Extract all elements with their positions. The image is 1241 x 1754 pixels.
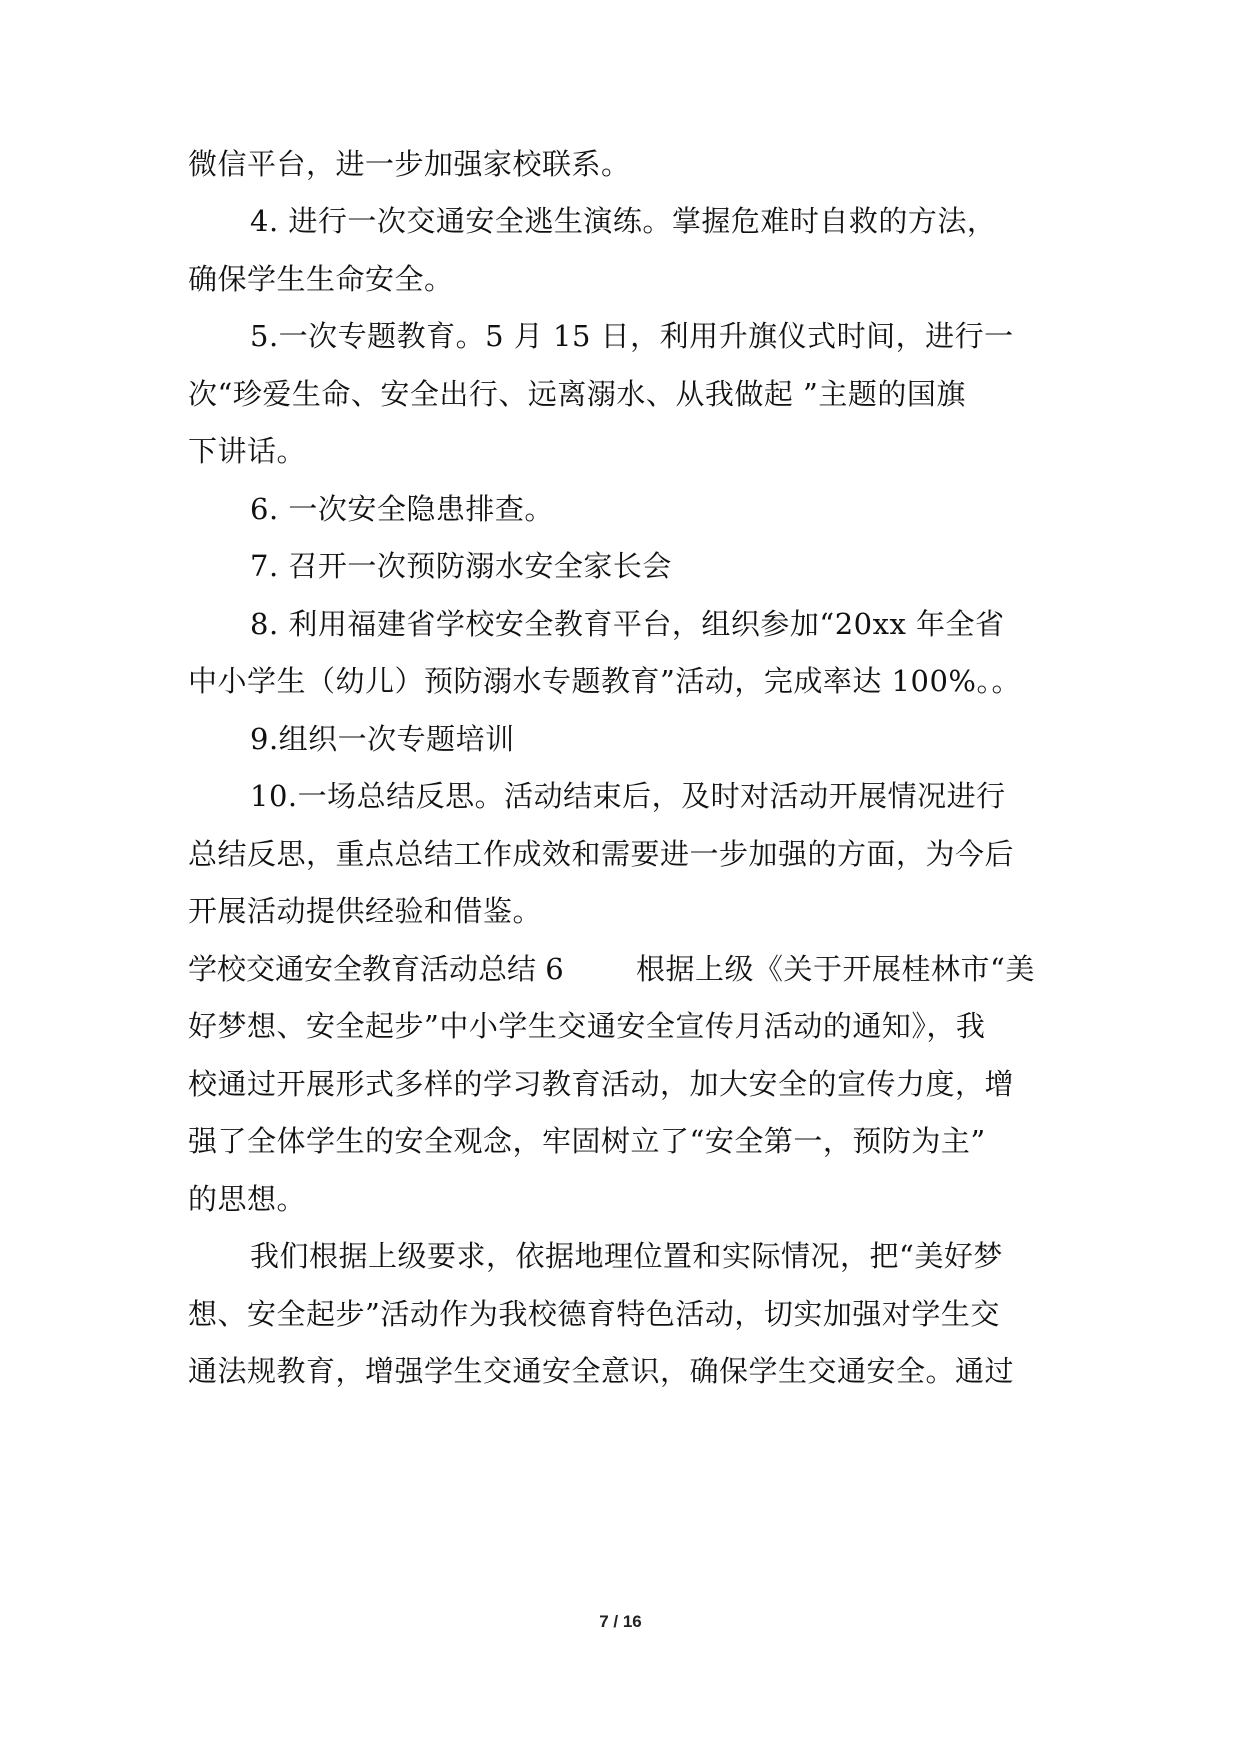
text-line: 校通过开展形式多样的学习教育活动，加大安全的宣传力度，增 <box>188 1067 1015 1101</box>
text-line: 中小学生（幼儿）预防溺水专题教育”活动，完成率达 100%。。 <box>188 664 1021 698</box>
page-number: 7 / 16 <box>599 1612 642 1631</box>
text-line: 的思想。 <box>188 1182 307 1216</box>
text-line: 通法规教育，增强学生交通安全意识，确保学生交通安全。通过 <box>188 1354 1015 1388</box>
text-line: 5.一次专题教育。5 月 15 日，利用升旗仪式时间，进行一 <box>250 319 1014 353</box>
text-line: 想、安全起步”活动作为我校德育特色活动，切实加强对学生交 <box>188 1297 1000 1331</box>
section-heading: 学校交通安全教育活动总结 6 <box>188 952 564 986</box>
text-line: 10.一场总结反思。活动结束后，及时对活动开展情况进行 <box>250 779 1006 813</box>
text-line: 好梦想、安全起步”中小学生交通安全宣传月活动的通知》，我 <box>188 1009 986 1043</box>
text-line: 根据上级《关于开展桂林市“美 <box>636 952 1035 986</box>
text-line: 下讲话。 <box>188 434 307 468</box>
text-line: 次“珍爱生命、安全出行、远离溺水、从我做起 ”主题的国旗 <box>188 377 966 411</box>
text-line: 开展活动提供经验和借鉴。 <box>188 894 543 928</box>
text-line: 我们根据上级要求，依据地理位置和实际情况，把“美好梦 <box>250 1239 1003 1273</box>
text-line: 4. 进行一次交通安全逃生演练。掌握危难时自救的方法， <box>250 204 997 238</box>
text-line: 强了全体学生的安全观念，牢固树立了“安全第一，预防为主” <box>188 1124 986 1158</box>
text-line: 9.组织一次专题培训 <box>250 722 515 756</box>
text-line: 确保学生生命安全。 <box>188 262 454 296</box>
text-line: 6. 一次安全隐患排查。 <box>250 492 554 526</box>
text-line: 总结反思，重点总结工作成效和需要进一步加强的方面，为今后 <box>188 837 1015 871</box>
text-line: 7. 召开一次预防溺水安全家长会 <box>250 549 672 583</box>
text-line: 微信平台，进一步加强家校联系。 <box>188 147 631 181</box>
text-line: 8. 利用福建省学校安全教育平台，组织参加“20xx 年全省 <box>250 607 1005 641</box>
